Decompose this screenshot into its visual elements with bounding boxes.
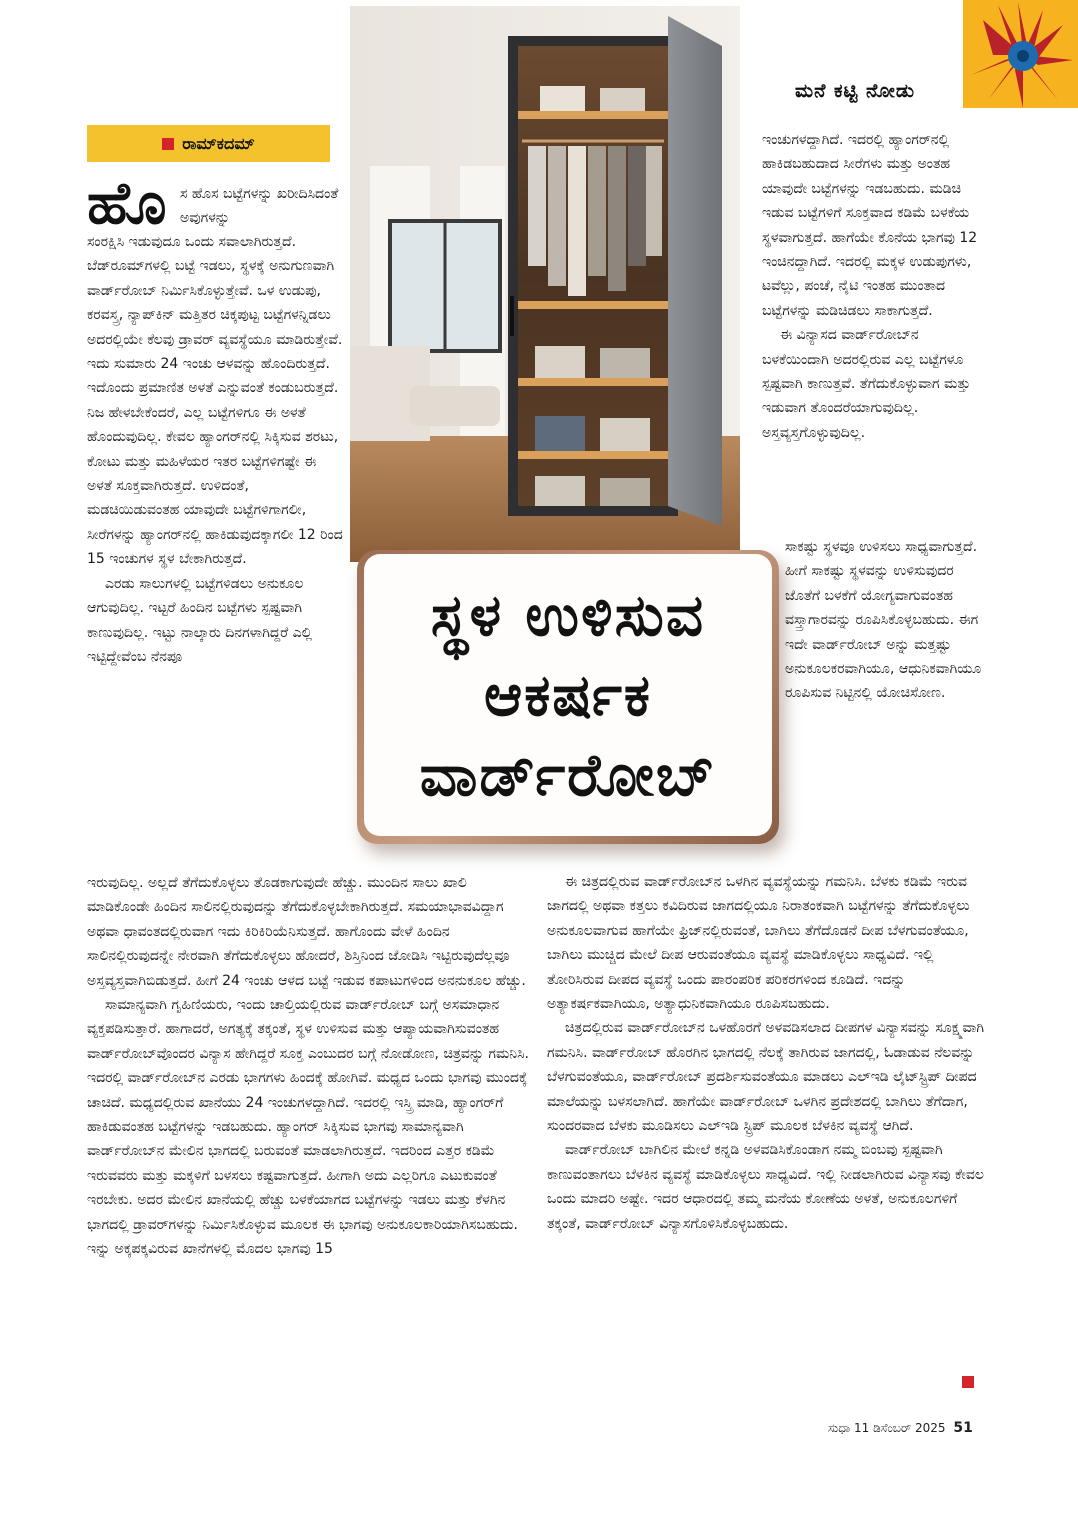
left-column xyxy=(87,230,343,669)
headline-line-2: ಆಕರ್ಷಕ xyxy=(484,661,652,729)
author-name: ರಾಮ್‌ಕದಮ್ xyxy=(182,133,255,153)
paragraph-2: ಎರಡು ಸಾಲುಗಳಲ್ಲಿ ಬಟ್ಟೆಗಳಿಡಲು ಅನುಕೂಲ ಆಗುವುದಿಲ್ಲ. ಇಟ್ಟರೆ ಹಿಂದಿನ ಬಟ್ಟೆಗಳು ಸ್ಪಷ್ಟವಾಗಿ ಕಾಣುವುದಿಲ್ಲ. ಇಟ್ಟು ನಾಲ್ಕಾರು ದಿನಗಳಾಗಿದ್ದರೆ ಎಲ್ಲಿ ಇಟ್ಟಿದ್ದೇವೆಂಬ ನೆನಪೂ xyxy=(87,575,313,665)
right-bottom-column xyxy=(547,870,987,1236)
sunflower-logo-icon xyxy=(963,0,1078,108)
paragraph-5: ಇಂಚುಗಳದ್ದಾಗಿದೆ. ಇದರಲ್ಲಿ ಹ್ಯಾಂಗರ್‌ನಲ್ಲಿ ಹಾಕಿಡಬಹುದಾದ ಸೀರೆಗಳು ಮತ್ತು ಅಂತಹ ಯಾವುದೇ ಬಟ್ಟೆಗಳನ್ನು ಇಡಬಹುದು. ಮಡಿಚಿ ಇಡುವ ಬಟ್ಟೆಗಳಿಗೆ ಸೂಕ್ತವಾದ ಕಡಿಮೆ ಬಳಕೆಯ ಸ್ಥಳವಾಗುತ್ತದೆ. ಹಾಗೆಯೇ ಕೊನೆಯ ಭಾಗವು 12 ಇಂಚಿನದ್ದಾಗಿದೆ. ಇದರಲ್ಲಿ ಮಕ್ಕಳ ಉಡುಪುಗಳು, ಟವೆಲ್ಲು, ಪಂಚೆ, ನೈಟಿ ಇಂತಹ ಮುಂತಾದ ಬಟ್ಟೆಗಳನ್ನು ಮಡಿಚಿಡಲು ಸಾಕಾಗುತ್ತದೆ. xyxy=(762,132,978,319)
article-intro: ಸ ಹೊಸ ಬಟ್ಟೆಗಳನ್ನು ಖರೀದಿಸಿದಂತೆ ಅವುಗಳನ್ನು xyxy=(180,186,339,227)
folio-text: ಸುಧಾ 11 ಡಿಸೆಂಬರ್ 2025 xyxy=(828,1421,946,1435)
end-of-article-mark xyxy=(962,1376,974,1388)
paragraph-8: ಈ ಚಿತ್ರದಲ್ಲಿರುವ ವಾರ್ಡ್‌ರೋಬ್‌ನ ಒಳಗಿನ ವ್ಯವಸ್ಥೆಯನ್ನು ಗಮನಿಸಿ. ಬೆಳಕು ಕಡಿಮೆ ಇರುವ ಜಾಗದಲ್ಲಿ ಅಥವಾ ಕತ್ತಲು ಕವಿದಿರುವ ಜಾಗದಲ್ಲಿಯೂ ನಿರಾತಂಕವಾಗಿ ಬಟ್ಟೆಗಳನ್ನು ತೆಗೆದುಕೊಳ್ಳಲು ಅನುಕೂಲವಾಗುವ ಹಾಗೆಯೇ ಫ್ರಿಜ್‌ನಲ್ಲಿರುವಂತೆ, ಬಾಗಿಲು ತೆಗೆದೊಡನೆ ದೀಪ ಬೆಳಗುವಂತೆಯೂ, ಬಾಗಿಲು ಮುಚ್ಚಿದ ಮೇಲೆ ದೀಪ ಆರುವಂತೆಯೂ ವ್ಯವಸ್ಥೆ ಮಾಡಿಕೊಳ್ಳಲು ಸಾಧ್ಯವಿದೆ. ಇಲ್ಲಿ ತೋರಿಸಿರುವ ದೀಪದ ವ್ಯವಸ್ಥೆ ಒಂದು ಪಾರಂಪರಿಕ ಪರಿಕರಗಳಿಂದ ಕೂಡಿದೆ. ಇದನ್ನು ಅತ್ಯಾಕರ್ಷಕವಾಗಿಯೂ, ಅತ್ಯಾಧುನಿಕವಾಗಿಯೂ ರೂಪಿಸಬಹುದು. xyxy=(547,874,970,1013)
left-wide-column xyxy=(87,871,531,1262)
wardrobe-illustration xyxy=(350,6,740,562)
right-narrow-column xyxy=(785,535,985,706)
headline-box xyxy=(364,554,772,836)
paragraph-10: ವಾರ್ಡ್‌ರೋಬ್ ಬಾಗಿಲಿನ ಮೇಲೆ ಕನ್ನಡಿ ಅಳವಡಿಸಿಕೊಂಡಾಗ ನಮ್ಮ ಬಿಂಬವು ಸ್ಪಷ್ಟವಾಗಿ ಕಾಣುವಂತಾಗಲು ಬೆಳಕಿನ ವ್ಯವಸ್ಥೆ ಮಾಡಿಕೊಳ್ಳಲು ಸಾಧ್ಯವಿದೆ. ಇಲ್ಲಿ ನೀಡಲಾಗಿರುವ ವಿನ್ಯಾಸವು ಕೇವಲ ಒಂದು ಮಾದರಿ ಅಷ್ಟೇ. ಇದರ ಆಧಾರದಲ್ಲಿ ತಮ್ಮ ಮನೆಯ ಕೋಣೆಯ ಅಳತೆ, ಅನುಕೂಲಗಳಿಗೆ ತಕ್ಕಂತೆ, ವಾರ್ಡ್‌ರೋಬ್ ವಿನ್ಯಾಸಗೊಳಿಸಿಕೊಳ್ಳಬಹುದು. xyxy=(547,1142,984,1232)
page-number: 51 xyxy=(953,1420,973,1436)
paragraph-3: ಇರುವುದಿಲ್ಲ. ಅಲ್ಲದೆ ತೆಗೆದುಕೊಳ್ಳಲು ತೊಡಕಾಗುವುದೇ ಹೆಚ್ಚು. ಮುಂದಿನ ಸಾಲು ಖಾಲಿ ಮಾಡಿಕೊಂಡೇ ಹಿಂದಿನ ಸಾಲಿನಲ್ಲಿರುವುದನ್ನು ತೆಗೆದುಕೊಳ್ಳಬೇಕಾಗಿರುತ್ತದೆ. ಸಮಯಾಭಾವವಿದ್ದಾಗ ಅಥವಾ ಧಾವಂತದಲ್ಲಿರುವಾಗ ಇದು ಕಿರಿಕಿರಿಯೆನಿಸುತ್ತದೆ. ಹಾಗೊಂದು ವೇಳೆ ಹಿಂದಿನ ಸಾಲಿನಲ್ಲಿರುವುದನ್ನೇ ನೇರವಾಗಿ ತೆಗೆದುಕೊಳ್ಳಲು ಹೋದರೆ, ಶಿಸ್ತಿನಿಂದ ಜೋಡಿಸಿ ಇಟ್ಟಿರುವುದೆಲ್ಲವೂ ಅಸ್ತವ್ಯಸ್ತವಾಗಿಬಿಡುತ್ತದೆ. ಹೀಗೆ 24 ಇಂಚು ಆಳದ ಬಟ್ಟೆ ಇಡುವ ಕಪಾಟುಗಳಿಂದ ಅನನುಕೂಲ ಹೆಚ್ಚು. xyxy=(87,875,526,989)
wardrobe-photo xyxy=(350,6,740,562)
page-folio xyxy=(828,1420,978,1436)
right-column xyxy=(762,128,987,445)
drop-cap: ಹೊ xyxy=(87,169,167,237)
paragraph-9: ಚಿತ್ರದಲ್ಲಿರುವ ವಾರ್ಡ್‌ರೋಬ್‌ನ ಒಳಹೊರಗೆ ಅಳವಡಿಸಲಾದ ದೀಪಗಳ ವಿನ್ಯಾಸವನ್ನು ಸೂಕ್ಷ್ಮವಾಗಿ ಗಮನಿಸಿ. ವಾರ್ಡ್‌ರೋಬ್ ಹೊರಗಿನ ಭಾಗದಲ್ಲಿ ನೆಲಕ್ಕೆ ತಾಗಿರುವ ಜಾಗದಲ್ಲಿ, ಓಡಾಡುವ ನೆಲವನ್ನು ಬೆಳಗುವಂತೆಯೂ, ವಾರ್ಡ್‌ರೋಬ್ ಪ್ರದರ್ಶಿಸುವಂತೆಯೂ ಮಾಡಲು ಎಲ್‌ಇಡಿ ಲೈಟ್‌ಸ್ಟ್ರಿಪ್ ದೀಪದ ಮಾಲೆಯನ್ನು ಬಳಸಲಾಗಿದೆ. ಹಾಗೆಯೇ ವಾರ್ಡ್‌ರೋಬ್ ಒಳಗಿನ ಪ್ರದೇಶದಲ್ಲಿ ಬಾಗಿಲು ತೆಗೆದಾಗ, ಸುಂದರವಾದ ಬೆಳಕು ಮೂಡಿಸಲು ಎಲ್‌ಇಡಿ ಸ್ಟ್ರಿಪ್ ಮೂಲಕ ಬೆಳಕಿನ ವ್ಯವಸ್ಥೆ ಆಗಿದೆ. xyxy=(547,1020,985,1135)
paragraph-4: ಸಾಮಾನ್ಯವಾಗಿ ಗೃಹಿಣಿಯರು, ಇಂದು ಚಾಲ್ತಿಯಲ್ಲಿರುವ ವಾರ್ಡ್‌ರೋಬ್ ಬಗ್ಗೆ ಅಸಮಾಧಾನ ವ್ಯಕ್ತಪಡಿಸುತ್ತಾರೆ. ಹಾಗಾದರೆ, ಅಗತ್ಯಕ್ಕೆ ತಕ್ಕಂತೆ, ಸ್ಥಳ ಉಳಿಸುವ ಮತ್ತು ಆಪ್ಯಾಯವಾಗಿಸುವಂತಹ ವಾರ್ಡ್‌ರೋಬ್‌ವೊಂದರ ವಿನ್ಯಾಸ ಹೇಗಿದ್ದರೆ ಸೂಕ್ತ ಎಂಬುದರ ಬಗ್ಗೆ ನೋಡೋಣ, ಚಿತ್ರವನ್ನು ಗಮನಿಸಿ. ಇದರಲ್ಲಿ ವಾರ್ಡ್‌ರೋಬ್‌ನ ಎರಡು ಭಾಗಗಳು ಹಿಂದಕ್ಕೆ ಹೋಗಿವೆ. ಮಧ್ಯದ ಒಂದು ಭಾಗವು ಮುಂದಕ್ಕೆ ಚಾಚಿದೆ. ಮಧ್ಯದಲ್ಲಿರುವ ಖಾನೆಯು 24 ಇಂಚುಗಳದ್ದಾಗಿದೆ. ಇದರಲ್ಲಿ ಇಸ್ತ್ರಿ ಮಾಡಿ, ಹ್ಯಾಂಗರ್‌ಗೆ ಹಾಕಿಡುವಂತಹ ಬಟ್ಟೆಗಳನ್ನು ಇಡಬಹುದು. ಹ್ಯಾಂಗರ್ ಸಿಕ್ಕಿಸುವ ಭಾಗವು ಸಾಮಾನ್ಯವಾಗಿ ವಾರ್ಡ್‌ರೋಬ್‌ನ ಮೇಲಿನ ಭಾಗದಲ್ಲಿ ಬರುವಂತೆ ಮಾಡಲಾಗಿರುತ್ತದೆ. ಇದರಿಂದ ಎತ್ತರ ಕಡಿಮೆ ಇರುವವರು ಮತ್ತು ಮಕ್ಕಳಿಗೆ ಬಳಸಲು ಕಷ್ಟವಾಗುತ್ತದೆ. ಹೀಗಾಗಿ ಅದು ಎಲ್ಲರಿಗೂ ಎಟುಕುವಂತೆ ಇರಬೇಕು. ಅದರ ಮೇಲಿನ ಖಾನೆಯಲ್ಲಿ ಹೆಚ್ಚು ಬಳಕೆಯಾಗದ ಬಟ್ಟೆಗಳನ್ನು ಇಡಲು ಮತ್ತು ಕೆಳಗಿನ ಭಾಗದಲ್ಲಿ ಡ್ರಾವರ್‌ಗಳನ್ನು ನಿರ್ಮಿಸಿಕೊಳ್ಳುವ ಮೂಲಕ ಈ ಭಾಗವು ಅನುಕೂಲಕಾರಿಯಾಗಿಸಬಹುದು. ಇನ್ನು ಅಕ್ಕಪಕ್ಕವಿರುವ ಖಾನೆಗಳಲ್ಲಿ ಮೊದಲ ಭಾಗವು 15 xyxy=(87,997,529,1258)
paragraph-6: ಈ ವಿನ್ಯಾಸದ ವಾರ್ಡ್‌ರೋಬ್‌ನ ಬಳಕೆಯಿಂದಾಗಿ ಅದರಲ್ಲಿರುವ ಎಲ್ಲ ಬಟ್ಟೆಗಳೂ ಸ್ಪಷ್ಟವಾಗಿ ಕಾಣುತ್ತವೆ. ತೆಗೆದುಕೊಳ್ಳುವಾಗ ಮತ್ತು ಇಡುವಾಗ ತೊಂದರೆಯಾಗುವುದಿಲ್ಲ. ಅಸ್ತವ್ಯಸ್ತಗೊಳ್ಳುವುದಿಲ್ಲ. xyxy=(762,327,971,441)
headline-line-3: ವಾರ್ಡ್‌ರೋಬ್ xyxy=(419,741,717,809)
headline-line-1: ಸ್ಥಳ ಉಳಿಸುವ xyxy=(430,581,706,649)
magazine-logo xyxy=(963,0,1078,108)
section-title: ಮನೆ ಕಟ್ಟಿ ನೋಡು xyxy=(795,80,916,102)
byline xyxy=(87,125,330,162)
paragraph-7: ಸಾಕಷ್ಟು ಸ್ಥಳವೂ ಉಳಿಸಲು ಸಾಧ್ಯವಾಗುತ್ತದೆ. ಹೀಗೆ ಸಾಕಷ್ಟು ಸ್ಥಳವನ್ನು ಉಳಿಸುವುದರ ಜೊತೆಗೆ ಬಳಕೆಗೆ ಯೋಗ್ಯವಾಗುವಂತಹ ವಸ್ತ್ರಾಗಾರವನ್ನು ರೂಪಿಸಿಕೊಳ್ಳಬಹುದು. ಈಗ ಇದೇ ವಾರ್ಡ್‌ರೋಬ್ ಅನ್ನು ಮತ್ತಷ್ಟು ಅನುಕೂಲಕರವಾಗಿಯೂ, ಆಧುನಿಕವಾಗಿಯೂ ರೂಪಿಸುವ ನಿಟ್ಟಿನಲ್ಲಿ ಯೋಚಿಸೋಣ. xyxy=(785,539,982,702)
red-square-icon xyxy=(162,138,174,150)
paragraph-1: ಸಂರಕ್ಷಿಸಿ ಇಡುವುದೂ ಒಂದು ಸವಾಲಾಗಿರುತ್ತದೆ. ಬೆಡ್‌ರೂಮ್‌ಗಳಲ್ಲಿ ಬಟ್ಟೆ ಇಡಲು, ಸ್ಥಳಕ್ಕೆ ಅನುಗುಣವಾಗಿ ವಾರ್ಡ್‌ರೋಬ್ ನಿರ್ಮಿಸಿಕೊಳ್ಳುತ್ತೇವೆ. ಒಳ ಉಡುಪು, ಕರವಸ್ತ್ರ, ನ್ಯಾಪ್‌ಕಿನ್ ಮತ್ತಿತರ ಚಿಕ್ಕಪುಟ್ಟ ಬಟ್ಟೆಗಳನ್ನಿಡಲು ಅದರಲ್ಲಿಯೇ ಕೆಲವು ಡ್ರಾವರ್ ವ್ಯವಸ್ಥೆಯೂ ಮಾಡಿರುತ್ತೇವೆ. ಇದು ಸುಮಾರು 24 ಇಂಚು ಆಳವನ್ನು ಹೊಂದಿರುತ್ತದೆ. ಇದೊಂದು ಪ್ರಮಾಣಿತ ಅಳತೆ ಎನ್ನುವಂತೆ ಕಂಡುಬರುತ್ತದೆ. ನಿಜ ಹೇಳಬೇಕೆಂದರೆ, ಎಲ್ಲ ಬಟ್ಟೆಗಳಿಗೂ ಈ ಅಳತೆ ಹೊಂದುವುದಿಲ್ಲ. ಕೇವಲ ಹ್ಯಾಂಗರ್‌ನಲ್ಲಿ ಸಿಕ್ಕಿಸುವ ಶರಟು, ಕೋಟು ಮತ್ತು ಮಹಿಳೆಯರ ಇತರ ಬಟ್ಟೆಗಳಿಗಷ್ಟೇ ಈ ಅಳತೆ ಸೂಕ್ತವಾಗಿರುತ್ತದೆ. ಉಳಿದಂತೆ, ಮಡಚಿಯಿಡುವಂತಹ ಯಾವುದೇ ಬಟ್ಟೆಗಳಿಗಾಗಲೀ, ಸೀರೆಗಳನ್ನು ಹ್ಯಾಂಗರ್‌ನಲ್ಲಿ ಹಾಕಿಡುವುದಕ್ಕಾಗಲೀ 12 ರಿಂದ 15 ಇಂಚುಗಳ ಸ್ಥಳ ಬೇಕಾಗಿರುತ್ತದೆ. xyxy=(87,234,343,568)
